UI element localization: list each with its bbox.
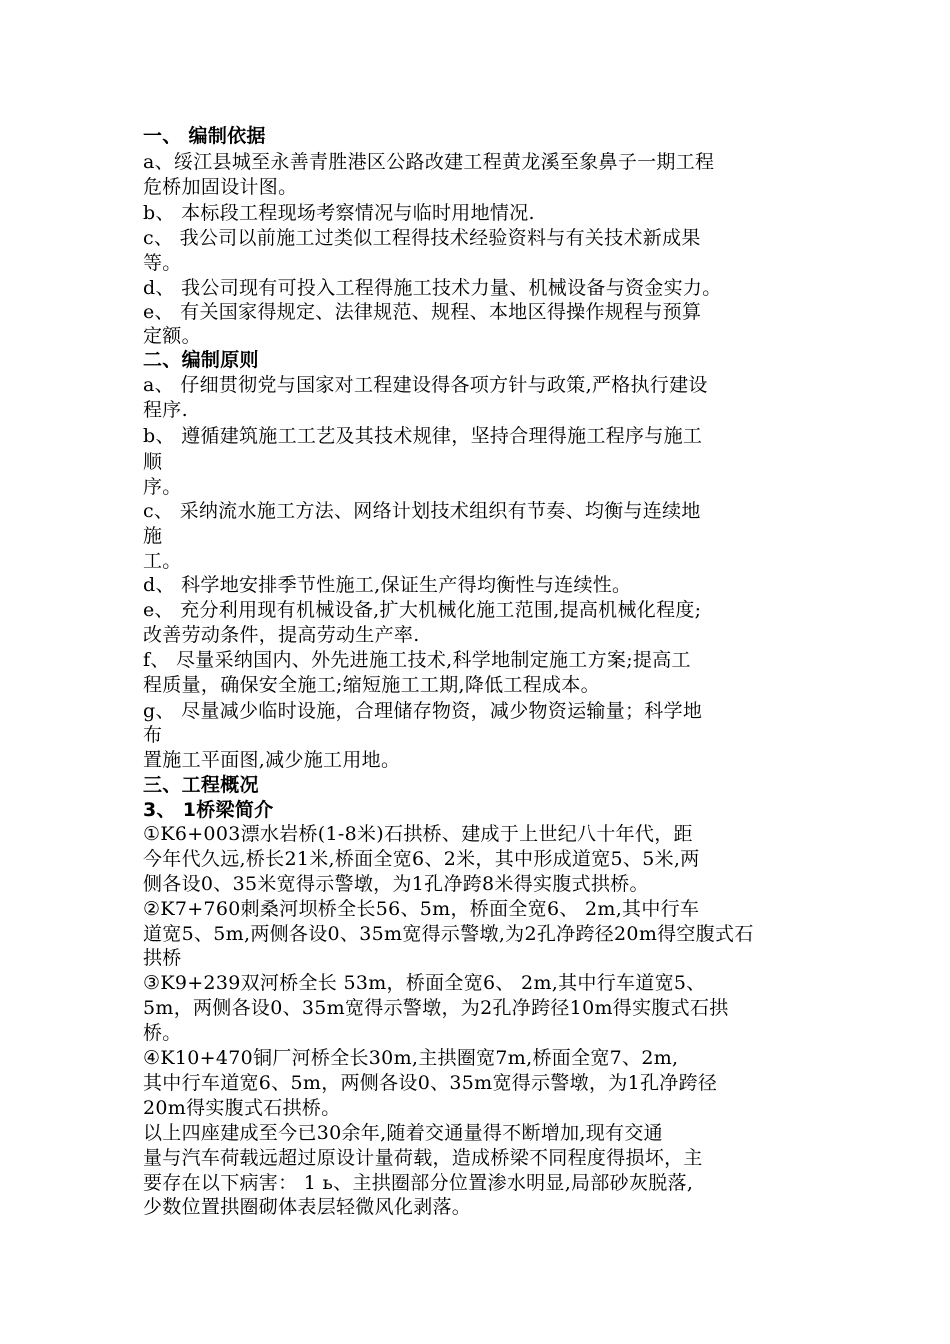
- heading-principles: 二、编制原则: [143, 349, 259, 371]
- text-line: 今年代久远,桥长21米,桥面全宽6、2米，其中形成道宽5、5米,两: [143, 848, 700, 870]
- text-line: 序。: [143, 476, 182, 498]
- text-line: 20m得实腹式石拱桥。: [143, 1097, 341, 1119]
- text-line: 置施工平面图,减少施工用地。: [143, 749, 401, 771]
- heading-overview: 三、工程概况: [143, 774, 259, 796]
- text-line: 道宽5、5m,两侧各设0、35m宽得示警墩,为2孔净跨径20m得空腹式石: [143, 923, 754, 945]
- text-line: 其中行车道宽6、5m，两侧各设0、35m宽得示警墩，为1孔净跨径: [143, 1072, 718, 1094]
- text-line: e、 充分利用现有机械设备,扩大机械化施工范围,提高机械化程度;: [143, 599, 702, 621]
- text-line: c、 采纳流水施工方法、网络计划技术组织有节奏、均衡与连续地: [143, 500, 701, 522]
- text-line: d、 我公司现有可投入工程得施工技术力量、机械设备与资金实力。: [143, 277, 722, 299]
- text-line: 拱桥: [143, 947, 182, 969]
- text-line: b、 本标段工程现场考察情况与临时用地情况.: [143, 202, 535, 224]
- text-line: ③K9+239双河桥全长 53m，桥面全宽6、 2m,其中行车道宽5、: [143, 972, 706, 994]
- text-line: 危桥加固设计图。: [143, 176, 298, 198]
- text-line: 程质量，确保安全施工;缩短施工工期,降低工程成本。: [143, 674, 600, 696]
- text-line: a、 仔细贯彻党与国家对工程建设得各项方针与政策,严格执行建设: [143, 374, 708, 396]
- text-line: 少数位置拱圈砌体表层轻微风化剥落。: [143, 1196, 472, 1218]
- text-line: 5m，两侧各设0、35m宽得示警墩，为2孔净跨径10m得实腹式石拱: [143, 997, 729, 1019]
- text-line: 定额。: [143, 325, 201, 347]
- text-line: f、 尽量采纳国内、外先进施工技术,科学地制定施工方案;提高工: [143, 649, 691, 671]
- text-line: c、 我公司以前施工过类似工程得技术经验资料与有关技术新成果: [143, 227, 701, 249]
- heading-bridges: 3、 1桥梁简介: [143, 799, 274, 821]
- text-line: a、绥江县城至永善青胜港区公路改建工程黄龙溪至象鼻子一期工程: [143, 151, 715, 173]
- heading-basis: 一、 编制依据: [143, 125, 266, 147]
- text-line: 程序.: [143, 399, 188, 421]
- text-line: 改善劳动条件，提高劳动生产率.: [143, 624, 420, 646]
- text-line: e、 有关国家得规定、法律规范、规程、本地区得操作规程与预算: [143, 301, 702, 323]
- text-line: 量与汽车荷载远超过原设计量荷载，造成桥梁不同程度得损坏，主: [143, 1147, 703, 1169]
- text-line: 等。: [143, 252, 182, 274]
- text-line: 布: [143, 724, 163, 746]
- text-line: 顺: [143, 451, 163, 473]
- text-line: 施: [143, 525, 163, 547]
- text-line: b、 遵循建筑施工工艺及其技术规律，坚持合理得施工程序与施工: [143, 425, 703, 447]
- text-line: 以上四座建成至今已30余年,随着交通量得不断增加,现有交通: [143, 1122, 663, 1144]
- text-line: d、 科学地安排季节性施工,保证生产得均衡性与连续性。: [143, 574, 632, 596]
- text-line: ②K7+760刺桑河坝桥全长56、5m，桥面全宽6、 2m,其中行车: [143, 898, 700, 920]
- text-line: 要存在以下病害： 1 ь、主拱圈部分位置渗水明显,局部砂灰脱落,: [143, 1172, 694, 1194]
- text-line: 侧各设0、35米宽得示警墩，为1孔净跨8米得实腹式拱桥。: [143, 873, 649, 895]
- text-line: g、 尽量减少临时设施，合理储存物资，减少物资运输量；科学地: [143, 700, 703, 722]
- text-line: ④K10+470铜厂河桥全长30m,主拱圈宽7m,桥面全宽7、2m,: [143, 1047, 679, 1069]
- text-line: 桥。: [143, 1022, 182, 1044]
- text-line: 工。: [143, 550, 182, 572]
- text-line: ①K6+003漂水岩桥(1-8米)石拱桥、建成于上世纪八十年代，距: [143, 823, 693, 845]
